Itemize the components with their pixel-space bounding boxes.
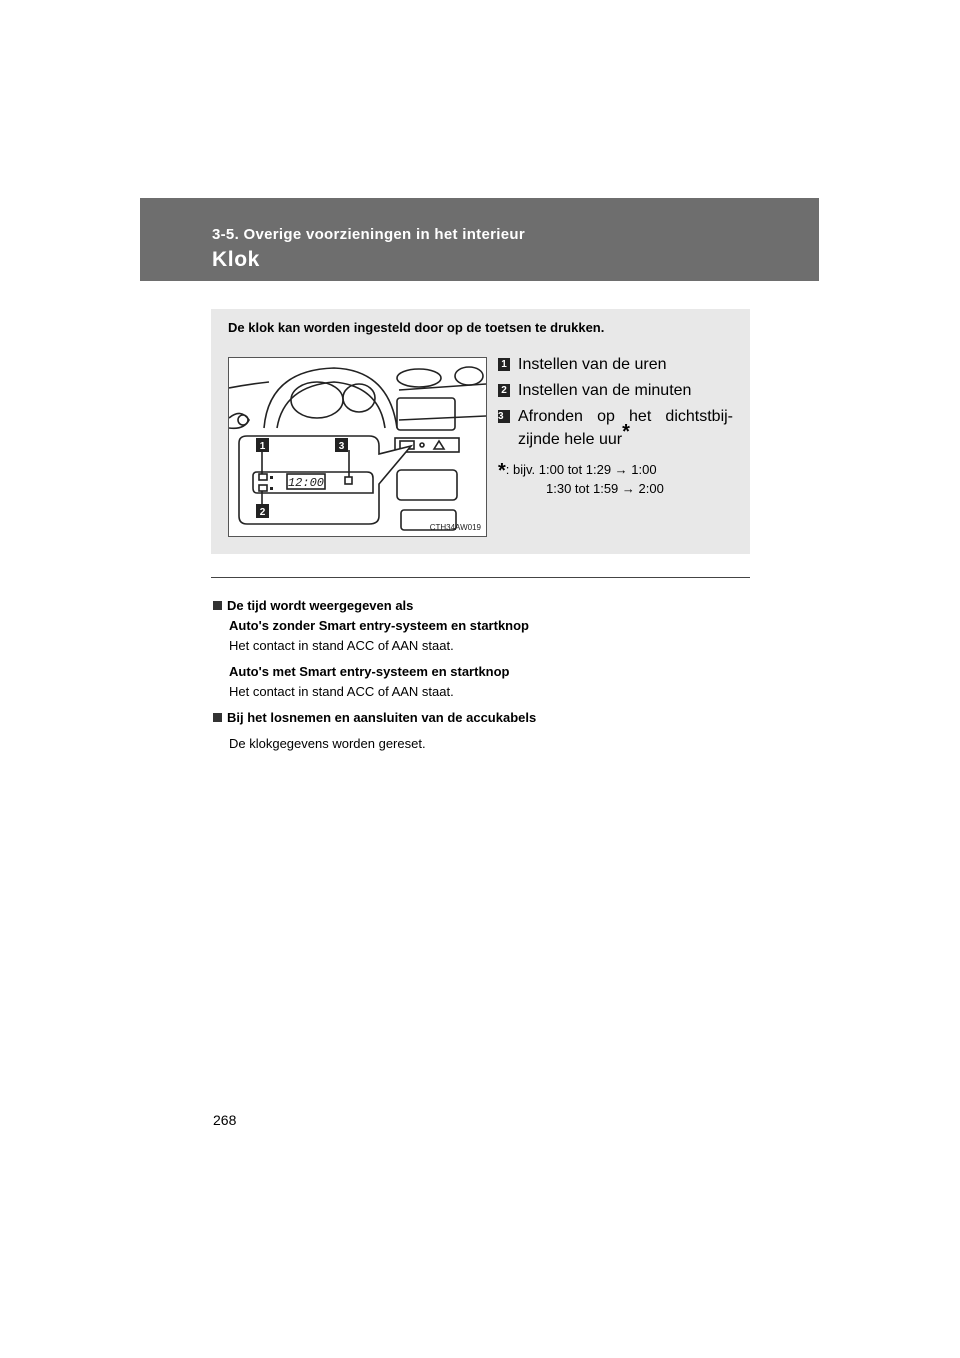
display-time: 12:00 xyxy=(287,476,325,490)
legend-number: 2 xyxy=(498,384,510,397)
footnote-asterisk: * xyxy=(498,460,506,482)
legend-item-minutes xyxy=(498,379,733,402)
legend-item-hours xyxy=(498,353,733,376)
footnote-line-1: : bijv. 1:00 tot 1:29 → 1:00 xyxy=(505,462,657,477)
asterisk-mark: * xyxy=(622,421,630,443)
dashboard-drawing xyxy=(229,358,486,536)
legend-text: Afronden op het dichtstbij-zijnde hele uur xyxy=(518,408,733,448)
bullet-heading-display: De tijd wordt weergegeven als xyxy=(213,596,753,616)
callout-1: 1 xyxy=(259,441,266,452)
body-text xyxy=(213,596,753,754)
steering-wheel-outline xyxy=(264,368,397,428)
divider xyxy=(211,577,750,578)
legend-item-round xyxy=(498,405,733,451)
page-number: 268 xyxy=(213,1112,237,1128)
bullet-heading-battery: Bij het losnemen en aansluiten van de accukabels xyxy=(213,708,753,728)
text-smart-entry: Het contact in stand ACC of AAN staat. xyxy=(229,684,454,699)
dashboard-clock-illustration xyxy=(228,357,487,537)
footnote-line-2: 1:30 tot 1:59 → 2:00 xyxy=(546,481,664,496)
text-no-smart-entry: Het contact in stand ACC of AAN staat. xyxy=(229,638,454,653)
text-battery: De klokgegevens worden gereset. xyxy=(229,736,426,751)
footnote xyxy=(498,461,664,497)
section-label: 3-5. Overige voorzieningen in het interieur xyxy=(212,226,525,243)
legend-text: Instellen van de uren xyxy=(518,356,667,373)
legend-number: 1 xyxy=(498,358,510,371)
intro-text: De klok kan worden ingesteld door op de toetsen te drukken. xyxy=(228,320,605,335)
square-bullet-icon xyxy=(213,601,222,610)
page-title: Klok xyxy=(212,248,260,271)
callout-2: 2 xyxy=(259,507,266,518)
square-bullet-icon xyxy=(213,713,222,722)
legend xyxy=(498,353,733,454)
info-box xyxy=(211,309,750,554)
legend-text: Instellen van de minuten xyxy=(518,382,692,399)
figure-code: CTH34AW019 xyxy=(429,523,481,532)
subheading-smart-entry: Auto's met Smart entry-systeem en startknop xyxy=(229,664,510,679)
callout-3: 3 xyxy=(338,441,345,452)
legend-number: 3 xyxy=(498,410,510,423)
chapter-header xyxy=(140,198,819,281)
subheading-no-smart-entry: Auto's zonder Smart entry-systeem en startknop xyxy=(229,618,529,633)
